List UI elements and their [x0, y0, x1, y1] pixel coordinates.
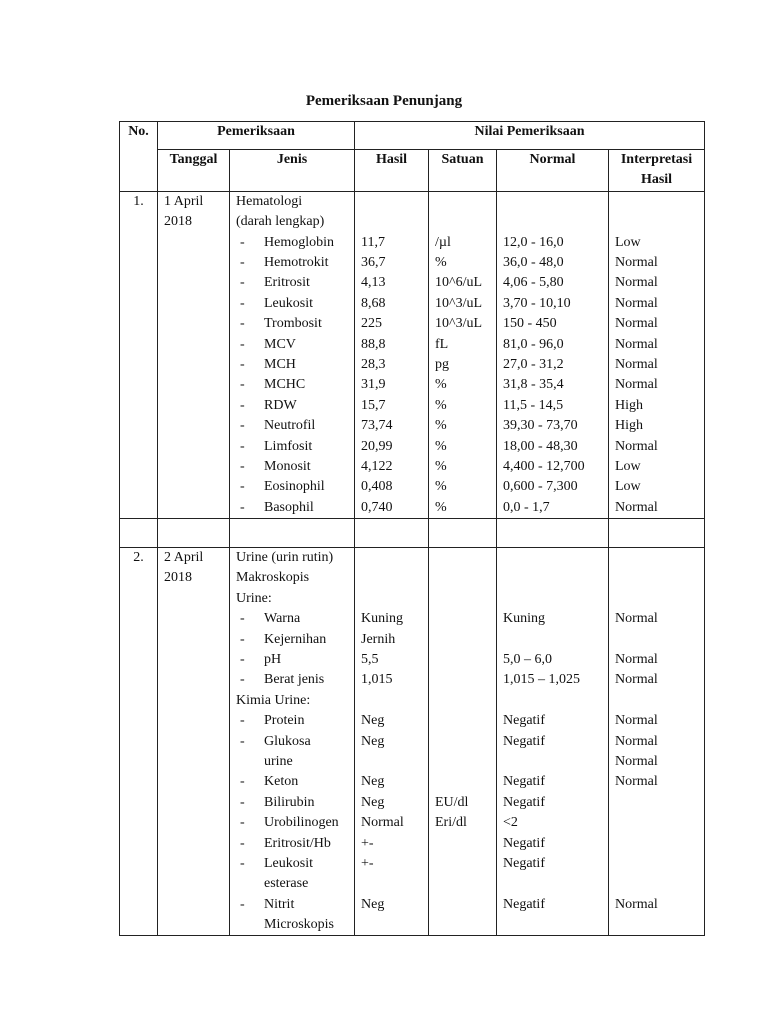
list-dash: - — [240, 733, 245, 749]
result-value: Normal — [361, 815, 404, 831]
test-name-text: urine — [264, 753, 293, 769]
result-unit: % — [435, 438, 447, 454]
test-name-text: MCV — [264, 336, 296, 352]
interpretation — [615, 874, 698, 894]
test-name — [236, 477, 348, 497]
spacer-cell — [355, 519, 429, 548]
interpretation — [615, 813, 698, 833]
result-value: Kuning — [361, 611, 403, 627]
result-unit — [435, 772, 490, 792]
interpretation — [615, 589, 698, 609]
test-name-text: Urine: — [236, 590, 272, 606]
test-name — [236, 609, 348, 629]
test-name-text: Leukosit — [264, 855, 313, 871]
result-unit: 10^3/uL — [435, 316, 483, 332]
list-dash: - — [240, 815, 245, 831]
normal-range — [503, 212, 602, 232]
result-unit — [435, 630, 490, 650]
interpretation: Normal — [615, 499, 658, 515]
interpretation: Normal — [615, 774, 658, 790]
result-unit — [435, 834, 490, 854]
normal-range: Negatif — [503, 713, 545, 729]
result-unit — [435, 568, 490, 588]
normal-range — [503, 630, 602, 650]
result-value: 8,68 — [361, 295, 386, 311]
result-unit — [435, 895, 490, 915]
section-jenis — [230, 191, 355, 518]
result-unit — [435, 548, 490, 568]
interpretation: Normal — [615, 254, 658, 270]
normal-range: 12,0 - 16,0 — [503, 234, 564, 250]
test-name-text: esterase — [264, 876, 309, 892]
list-dash: - — [240, 336, 245, 352]
list-dash: - — [240, 479, 245, 495]
list-dash: - — [240, 855, 245, 871]
header-interpretasi-line-2: Hasil — [640, 172, 673, 188]
header-no: No. — [120, 122, 158, 192]
interpretation — [615, 630, 698, 650]
result-value: 1,015 — [361, 672, 393, 688]
result-value: Neg — [361, 774, 385, 790]
result-value — [361, 212, 422, 232]
test-name — [236, 548, 348, 568]
result-unit: 10^3/uL — [435, 295, 483, 311]
test-name-text: Makroskopis — [236, 570, 310, 586]
list-dash: - — [240, 234, 245, 250]
result-value: 15,7 — [361, 397, 386, 413]
normal-range: 39,30 - 73,70 — [503, 418, 578, 434]
interpretation: Normal — [615, 336, 658, 352]
normal-range: 11,5 - 14,5 — [503, 397, 564, 413]
interpretation — [615, 568, 698, 588]
interpretation: Normal — [615, 275, 658, 291]
test-name-text: MCHC — [264, 377, 306, 393]
section-spacer — [120, 519, 705, 548]
test-name-text: (darah lengkap) — [236, 214, 325, 230]
result-value — [361, 691, 422, 711]
test-name — [236, 212, 348, 232]
interpretation: Normal — [615, 295, 658, 311]
test-name — [236, 630, 348, 650]
normal-range: Negatif — [503, 733, 545, 749]
test-name — [236, 772, 348, 792]
test-name — [236, 192, 348, 212]
test-name-text: Berat jenis — [264, 672, 325, 688]
normal-range: Negatif — [503, 794, 545, 810]
interpretation — [615, 691, 698, 711]
test-name-text: pH — [264, 652, 282, 668]
normal-range: 18,00 - 48,30 — [503, 438, 578, 454]
section-jenis — [230, 548, 355, 936]
test-name-text: Hematologi — [236, 193, 303, 209]
section-date-line: 2018 — [164, 214, 192, 230]
header-pemeriksaan: Pemeriksaan — [158, 122, 355, 150]
normal-range — [503, 548, 602, 568]
result-unit — [435, 874, 490, 894]
test-name-text: Leukosit — [264, 295, 313, 311]
result-unit: pg — [435, 356, 449, 372]
list-dash: - — [240, 356, 245, 372]
page-title: Pemeriksaan Penunjang — [305, 93, 463, 109]
test-name-text: Urobilinogen — [264, 815, 339, 831]
test-name — [236, 691, 348, 711]
test-name — [236, 895, 348, 915]
test-name-text: Glukosa — [264, 733, 311, 749]
result-value: 28,3 — [361, 356, 386, 372]
test-name-text: Monosit — [264, 458, 311, 474]
interpretation — [615, 212, 698, 232]
normal-range: 3,70 - 10,10 — [503, 295, 571, 311]
test-name-text: Hemotrokit — [264, 254, 329, 270]
result-unit — [435, 711, 490, 731]
normal-range: 27,0 - 31,2 — [503, 356, 564, 372]
test-name-text: Kimia Urine: — [236, 692, 311, 708]
normal-range — [503, 589, 602, 609]
result-value: 73,74 — [361, 418, 393, 434]
result-unit — [435, 609, 490, 629]
test-name — [236, 396, 348, 416]
list-dash: - — [240, 631, 245, 647]
interpretation: Low — [615, 234, 641, 250]
test-name-text: RDW — [264, 397, 297, 413]
result-value: 31,9 — [361, 377, 386, 393]
test-name — [236, 355, 348, 375]
section-satuan — [429, 548, 497, 936]
normal-range: 4,06 - 5,80 — [503, 275, 564, 291]
test-name — [236, 834, 348, 854]
result-value: Neg — [361, 733, 385, 749]
section-date-line: 2018 — [164, 570, 192, 586]
interpretation: Normal — [615, 611, 658, 627]
test-name — [236, 854, 348, 874]
header-row-2 — [120, 150, 705, 192]
normal-range — [503, 691, 602, 711]
test-name-text: Kejernihan — [264, 631, 327, 647]
test-name — [236, 416, 348, 436]
test-name-text: Eritrosit — [264, 275, 310, 291]
section-interpretasi — [609, 191, 705, 518]
normal-range: Negatif — [503, 855, 545, 871]
test-name-text: Eosinophil — [264, 479, 325, 495]
normal-range — [503, 915, 602, 935]
list-dash: - — [240, 499, 245, 515]
interpretation: Normal — [615, 896, 658, 912]
normal-range: 150 - 450 — [503, 316, 557, 332]
section-number — [120, 191, 158, 518]
test-name-text: Protein — [264, 713, 305, 729]
header-hasil: Hasil — [355, 150, 429, 192]
test-name — [236, 732, 348, 752]
interpretation: Normal — [615, 356, 658, 372]
result-value — [361, 548, 422, 568]
result-unit — [435, 192, 490, 212]
section-row — [120, 191, 705, 518]
normal-range: 36,0 - 48,0 — [503, 254, 564, 270]
list-dash: - — [240, 377, 245, 393]
normal-range: <2 — [503, 815, 518, 831]
list-dash: - — [240, 438, 245, 454]
result-value: Jernih — [361, 631, 396, 647]
test-name — [236, 273, 348, 293]
normal-range: 5,0 – 6,0 — [503, 652, 552, 668]
result-unit — [435, 732, 490, 752]
test-name — [236, 335, 348, 355]
normal-range: 1,015 – 1,025 — [503, 672, 580, 688]
list-dash: - — [240, 295, 245, 311]
interpretation: Normal — [615, 713, 658, 729]
header-tanggal: Tanggal — [158, 150, 230, 192]
interpretation: Normal — [615, 753, 658, 769]
result-unit — [435, 915, 490, 935]
lab-results-table — [119, 121, 705, 936]
result-value: +- — [361, 855, 374, 871]
normal-range: 81,0 - 96,0 — [503, 336, 564, 352]
normal-range — [503, 192, 602, 212]
list-dash: - — [240, 896, 245, 912]
normal-range — [503, 568, 602, 588]
interpretation: High — [615, 397, 643, 413]
spacer-cell — [230, 519, 355, 548]
header-interpretasi-line-1: Interpretasi — [620, 152, 693, 167]
test-name-text: Keton — [264, 774, 299, 790]
test-name-text: Warna — [264, 611, 301, 627]
section-row — [120, 548, 705, 936]
list-dash: - — [240, 397, 245, 413]
test-name — [236, 711, 348, 731]
list-dash: - — [240, 713, 245, 729]
section-interpretasi — [609, 548, 705, 936]
result-unit: 10^6/uL — [435, 275, 483, 291]
test-name — [236, 752, 348, 772]
test-name — [236, 874, 348, 894]
interpretation — [615, 834, 698, 854]
table-body — [120, 191, 705, 936]
result-unit: % — [435, 479, 447, 495]
interpretation: High — [615, 418, 643, 434]
result-value: +- — [361, 835, 374, 851]
interpretation — [615, 793, 698, 813]
normal-range — [503, 752, 602, 772]
interpretation: Low — [615, 479, 641, 495]
interpretation — [615, 915, 698, 935]
result-unit — [435, 589, 490, 609]
test-name — [236, 437, 348, 457]
test-name-text: Trombosit — [264, 316, 322, 332]
interpretation: Normal — [615, 438, 658, 454]
test-name-text: Nitrit — [264, 896, 295, 912]
spacer-cell — [429, 519, 497, 548]
result-unit: fL — [435, 336, 449, 352]
test-name — [236, 568, 348, 588]
result-unit: % — [435, 418, 447, 434]
result-value — [361, 874, 422, 894]
list-dash: - — [240, 275, 245, 291]
list-dash: - — [240, 316, 245, 332]
result-value: 4,122 — [361, 458, 393, 474]
spacer-cell — [158, 519, 230, 548]
section-date — [158, 548, 230, 936]
section-number-text: 2. — [133, 550, 144, 566]
test-name — [236, 793, 348, 813]
result-unit — [435, 752, 490, 772]
result-value — [361, 192, 422, 212]
test-name — [236, 314, 348, 334]
list-dash: - — [240, 794, 245, 810]
result-value: 5,5 — [361, 652, 379, 668]
test-name — [236, 670, 348, 690]
result-value: 0,740 — [361, 499, 393, 515]
spacer-cell — [609, 519, 705, 548]
interpretation: Normal — [615, 672, 658, 688]
section-satuan — [429, 191, 497, 518]
result-value: 225 — [361, 316, 382, 332]
test-name — [236, 457, 348, 477]
result-value: 11,7 — [361, 234, 385, 250]
test-name-text: Urine (urin rutin) — [236, 550, 334, 566]
test-name-text: Microskopis — [264, 917, 334, 933]
normal-range: Negatif — [503, 835, 545, 851]
result-value: 20,99 — [361, 438, 393, 454]
section-hasil — [355, 548, 429, 936]
normal-range: Kuning — [503, 611, 545, 627]
test-name — [236, 915, 348, 935]
list-dash: - — [240, 611, 245, 627]
test-name — [236, 294, 348, 314]
spacer-cell — [497, 519, 609, 548]
result-unit: % — [435, 458, 447, 474]
section-normal — [497, 548, 609, 936]
result-unit — [435, 212, 490, 232]
result-unit — [435, 650, 490, 670]
section-number-text: 1. — [133, 193, 144, 209]
result-unit: Eri/dl — [435, 815, 467, 831]
section-number — [120, 548, 158, 936]
section-normal — [497, 191, 609, 518]
interpretation: Normal — [615, 652, 658, 668]
test-name — [236, 589, 348, 609]
test-name — [236, 650, 348, 670]
test-name — [236, 813, 348, 833]
result-value: 88,8 — [361, 336, 386, 352]
result-unit — [435, 854, 490, 874]
result-value: 0,408 — [361, 479, 393, 495]
result-unit: /µl — [435, 234, 451, 250]
section-date-line: 2 April — [164, 550, 204, 566]
test-name-text: Basophil — [264, 499, 314, 515]
interpretation — [615, 548, 698, 568]
result-unit: % — [435, 377, 447, 393]
section-date — [158, 191, 230, 518]
result-unit — [435, 670, 490, 690]
result-value — [361, 568, 422, 588]
interpretation: Normal — [615, 733, 658, 749]
test-name — [236, 498, 348, 518]
list-dash: - — [240, 652, 245, 668]
interpretation: Normal — [615, 377, 658, 393]
header-interpretasi — [609, 150, 705, 192]
interpretation — [615, 854, 698, 874]
test-name-text: Eritrosit/Hb — [264, 835, 331, 851]
result-unit: % — [435, 499, 447, 515]
spacer-cell — [120, 519, 158, 548]
test-name-text: MCH — [264, 356, 296, 372]
test-name-text: Neutrofil — [264, 418, 316, 434]
list-dash: - — [240, 458, 245, 474]
list-dash: - — [240, 254, 245, 270]
normal-range — [503, 874, 602, 894]
normal-range: 31,8 - 35,4 — [503, 377, 564, 393]
result-value — [361, 915, 422, 935]
result-unit: % — [435, 397, 447, 413]
test-name — [236, 253, 348, 273]
result-value: Neg — [361, 713, 385, 729]
section-date-line: 1 April — [164, 193, 204, 209]
interpretation — [615, 192, 698, 212]
list-dash: - — [240, 672, 245, 688]
test-name-text: Limfosit — [264, 438, 313, 454]
header-row-1 — [120, 122, 705, 150]
test-name-text: Bilirubin — [264, 794, 315, 810]
result-value — [361, 752, 422, 772]
result-unit: % — [435, 254, 447, 270]
list-dash: - — [240, 418, 245, 434]
header-jenis: Jenis — [230, 150, 355, 192]
list-dash: - — [240, 835, 245, 851]
normal-range: 4,400 - 12,700 — [503, 458, 585, 474]
list-dash: - — [240, 774, 245, 790]
result-value — [361, 589, 422, 609]
interpretation: Normal — [615, 316, 658, 332]
header-nilai-pemeriksaan: Nilai Pemeriksaan — [355, 122, 705, 150]
result-value: 4,13 — [361, 275, 386, 291]
normal-range: Negatif — [503, 896, 545, 912]
interpretation: Low — [615, 458, 641, 474]
result-unit: EU/dl — [435, 794, 469, 810]
normal-range: Negatif — [503, 774, 545, 790]
test-name — [236, 233, 348, 253]
section-hasil — [355, 191, 429, 518]
result-value: Neg — [361, 896, 385, 912]
test-name-text: Hemoglobin — [264, 234, 334, 250]
header-normal: Normal — [497, 150, 609, 192]
test-name — [236, 375, 348, 395]
normal-range: 0,600 - 7,300 — [503, 479, 578, 495]
normal-range: 0,0 - 1,7 — [503, 499, 550, 515]
header-satuan: Satuan — [429, 150, 497, 192]
result-unit — [435, 691, 490, 711]
result-value: Neg — [361, 794, 385, 810]
result-value: 36,7 — [361, 254, 386, 270]
